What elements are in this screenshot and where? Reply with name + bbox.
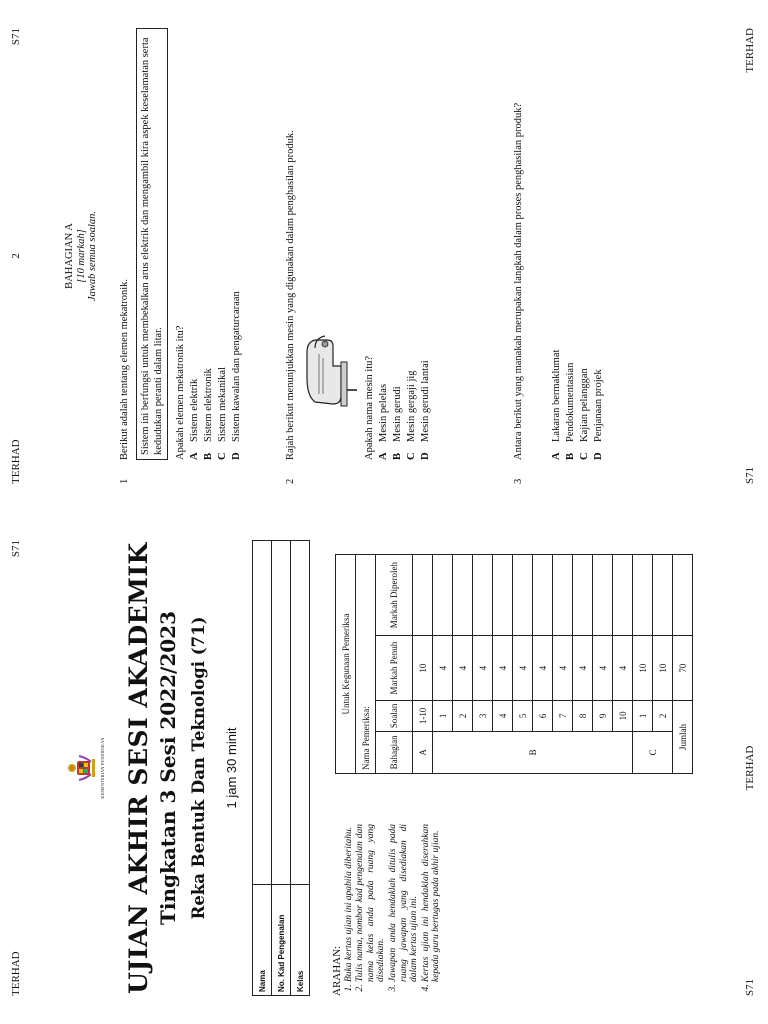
option-text: Sistem elektronik: [203, 368, 214, 442]
obtained-mark-cell[interactable]: [613, 555, 633, 636]
header-paper-code: S71: [10, 28, 22, 46]
question-box: Sistem ini berfungsi untuk membekalkan arus elektrik dan mengambil kira aspek keselamatan serta kedudukan peranti dalam litar.: [136, 28, 168, 460]
full-mark-cell: 10: [413, 636, 433, 701]
exam-title: UJIAN AKHIR SESI AKADEMIK: [124, 542, 153, 994]
question-cell: 8: [573, 701, 593, 732]
question-2: [284, 28, 432, 484]
section-cell: B: [433, 731, 633, 773]
name-field[interactable]: [253, 541, 272, 885]
option-text: Mesin pelelas: [378, 383, 389, 442]
question-cell: 4: [493, 701, 513, 732]
table-row: [413, 555, 433, 774]
option-key: C: [217, 452, 228, 460]
obtained-mark-cell[interactable]: [533, 555, 553, 636]
ministry-name: KEMENTERIAN PENDIDIKAN: [100, 737, 105, 799]
option-key: A: [378, 452, 389, 460]
option-text: Kajian pelanggan: [579, 368, 590, 442]
option-b[interactable]: [391, 28, 404, 460]
exam-duration: 1 jam 30 minit: [224, 727, 239, 809]
question-text: Rajah berikut menunjukkan mesin yang digunakan dalam penghasilan produk.: [285, 130, 296, 460]
page2-header: [10, 28, 26, 484]
question-text: Berikut adalah tentang elemen mekatronik.: [119, 278, 130, 460]
option-d[interactable]: [230, 28, 243, 460]
obtained-mark-cell[interactable]: [413, 555, 433, 636]
question-ask: Apakah nama mesin itu?: [364, 355, 375, 460]
option-d[interactable]: [419, 28, 432, 460]
cover-header: [10, 540, 26, 996]
obtained-mark-cell[interactable]: [513, 555, 533, 636]
obtained-mark-cell[interactable]: [653, 555, 673, 636]
question-cell: 9: [593, 701, 613, 732]
option-key: B: [565, 452, 576, 460]
obtained-mark-cell[interactable]: [553, 555, 573, 636]
id-label: No. Kad Pengenalan: [272, 885, 291, 996]
instruction-item: 2. Tulis nama, nombor kad pengenalan dan nama kelas anda pada ruang yang disediakan.: [355, 824, 387, 982]
section-marks: [10 markah]: [75, 229, 87, 283]
full-mark-cell: 4: [573, 636, 593, 701]
question-cell: 6: [533, 701, 553, 732]
footer-restricted-label: TERHAD: [744, 745, 756, 791]
question-1: [118, 28, 243, 484]
section-heading: [64, 0, 99, 512]
full-mark-cell: 4: [613, 636, 633, 701]
full-mark-cell: 4: [453, 636, 473, 701]
option-b[interactable]: [202, 28, 215, 460]
question-number: 2: [285, 478, 296, 484]
jigsaw-machine-icon: [303, 328, 359, 420]
option-key: A: [551, 452, 562, 460]
obtained-mark-cell[interactable]: [593, 555, 613, 636]
section-cell: A: [413, 731, 433, 773]
column-header: Markah Penuh: [376, 636, 413, 701]
exam-subtitle: Tingkatan 3 Sesi 2022/2023: [156, 610, 180, 926]
table-row: [433, 555, 453, 774]
option-text: Mesin gerudi: [392, 386, 403, 442]
question-cell: 2: [453, 701, 473, 732]
question-cell: 2: [653, 701, 673, 732]
instructions-block: [332, 824, 443, 996]
option-key: D: [420, 452, 431, 460]
page-number: 2: [10, 253, 22, 259]
option-key: C: [406, 452, 417, 460]
instruction-item: 3. Jawapan anda hendaklah ditulis pada ruang jawapan yang disediakan di dalam kertas ujian ini.: [388, 824, 420, 982]
question-3: [512, 28, 605, 484]
option-text: Mesin gerudi lantai: [420, 360, 431, 442]
examiner-name-field[interactable]: Nama Pemeriksa:: [356, 555, 376, 774]
full-mark-cell: 4: [513, 636, 533, 701]
question-cell: 3: [473, 701, 493, 732]
section-cell: C: [633, 731, 673, 773]
obtained-mark-cell[interactable]: [633, 555, 653, 636]
option-key: C: [579, 452, 590, 460]
id-row-ic: [272, 541, 291, 996]
cover-footer: [744, 540, 760, 996]
header-restricted-label: TERHAD: [10, 951, 22, 996]
id-label: Kelas: [291, 885, 310, 996]
question-ask: Apakah elemen mekatronik itu?: [175, 325, 186, 460]
coat-of-arms-icon: [66, 752, 98, 784]
option-text: Lakaran bermaklumat: [551, 349, 562, 442]
option-text: Sistem elektrik: [189, 378, 200, 442]
column-header: Soalan: [376, 701, 413, 732]
question-cell: 1: [433, 701, 453, 732]
question-cell: 1: [633, 701, 653, 732]
option-key: D: [231, 452, 242, 460]
column-header: Bahagian: [376, 731, 413, 773]
question-cell: 1-10: [413, 701, 433, 732]
full-mark-cell: 10: [653, 636, 673, 701]
total-row: [673, 555, 693, 774]
cover-page: [0, 512, 768, 1024]
obtained-mark-cell[interactable]: [473, 555, 493, 636]
question-text: Antara berikut yang manakah merupakan langkah dalam proses penghasilan produk?: [513, 102, 524, 460]
option-c[interactable]: [216, 28, 229, 460]
full-mark-cell: 10: [633, 636, 653, 701]
option-key: B: [392, 452, 403, 460]
question-cell: 7: [553, 701, 573, 732]
option-b[interactable]: [564, 28, 577, 460]
obtained-mark-cell[interactable]: [453, 555, 473, 636]
ic-number-field[interactable]: [272, 541, 291, 885]
option-a[interactable]: [377, 28, 390, 460]
option-c[interactable]: [405, 28, 418, 460]
full-mark-cell: 4: [473, 636, 493, 701]
table-row: [633, 555, 653, 774]
instruction-item: 1. Buka kertas ujian ini apabila diberitahu.: [344, 824, 355, 982]
examiner-marks-table: [335, 554, 693, 774]
option-text: Sistem kawalan dan pengaturcaraan: [231, 291, 242, 442]
question-number: 3: [513, 478, 524, 484]
full-mark-cell: 4: [493, 636, 513, 701]
full-mark-cell: 4: [553, 636, 573, 701]
option-d[interactable]: [592, 28, 605, 460]
total-label: Jumlah: [673, 701, 693, 774]
full-mark-cell: 4: [533, 636, 553, 701]
option-key: B: [203, 452, 214, 460]
question-cell: 10: [613, 701, 633, 732]
id-row-class: [291, 541, 310, 996]
option-key: D: [593, 452, 604, 460]
option-text: Penjanaan projek: [593, 369, 604, 442]
option-text: Pendokumentasian: [565, 362, 576, 442]
obtained-mark-cell[interactable]: [433, 555, 453, 636]
full-mark-cell: 4: [433, 636, 453, 701]
marks-table-title: Untuk Kegunaan Pemeriksa: [336, 555, 356, 774]
column-header: Markah Diperoleh: [376, 555, 413, 636]
total-value: 70: [673, 636, 693, 701]
total-obtained-cell[interactable]: [673, 555, 693, 636]
option-a[interactable]: [550, 28, 563, 460]
question-cell: 5: [513, 701, 533, 732]
question-number: 1: [119, 478, 130, 484]
page2-footer: [744, 28, 760, 484]
header-restricted-label: TERHAD: [10, 439, 22, 484]
id-row-name: [253, 541, 272, 996]
option-key: A: [189, 452, 200, 460]
option-text: Mesin gergaji jig: [406, 370, 417, 442]
id-label: Nama: [253, 885, 272, 996]
instructions-heading: ARAHAN:: [331, 945, 343, 996]
footer-paper-code: S71: [744, 466, 756, 484]
class-field[interactable]: [291, 541, 310, 885]
instruction-item: 4. Kertas ujian ini hendaklah diserahkan kepada guru bertugas pada akhir ujian.: [421, 824, 442, 982]
footer-paper-code: S71: [744, 978, 756, 996]
obtained-mark-cell[interactable]: [493, 555, 513, 636]
option-text: Sistem mekanikal: [217, 367, 228, 442]
header-paper-code: S71: [10, 540, 22, 558]
exam-subject: Reka Bentuk Dan Teknologi (71): [189, 616, 208, 920]
option-a[interactable]: [188, 28, 201, 460]
footer-restricted-label: TERHAD: [744, 28, 756, 73]
section-title: BAHAGIAN A: [64, 223, 75, 289]
obtained-mark-cell[interactable]: [573, 555, 593, 636]
student-id-table: [252, 540, 310, 996]
instructions-list: [344, 824, 442, 996]
section-instruction: Jawab semua soalan.: [87, 210, 98, 302]
option-c[interactable]: [578, 28, 591, 460]
full-mark-cell: 4: [593, 636, 613, 701]
